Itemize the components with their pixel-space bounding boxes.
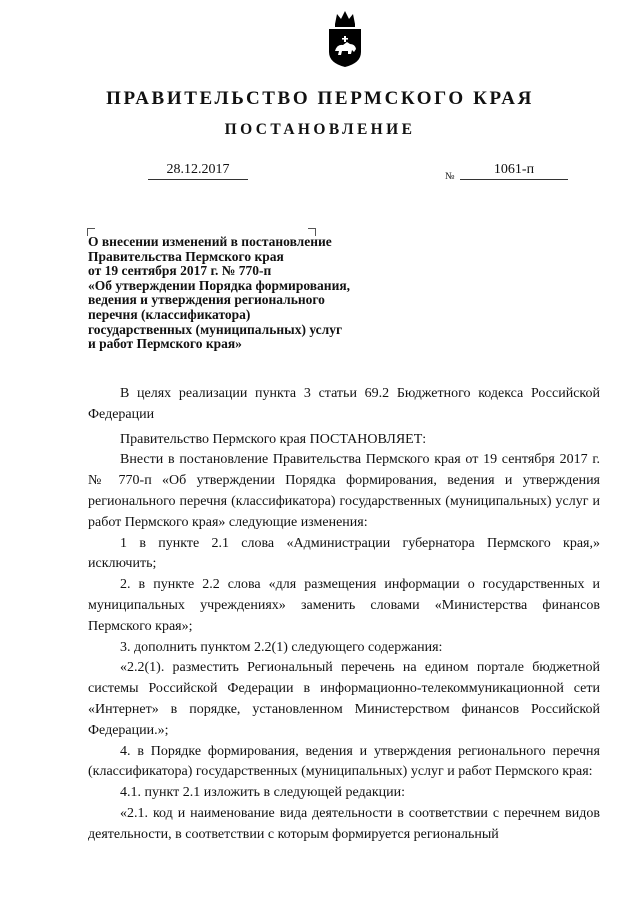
document-type: ПОСТАНОВЛЕНИЕ	[224, 121, 416, 138]
document-body	[88, 384, 600, 846]
body-paragraph: «2.2(1). разместить Региональный перечень на едином портале бюджетной системы Российской Федерации в информационно-телекоммуникационной сети «Интернет» в порядке, установленном Министерством финансов Российской Федерации.»;	[88, 660, 600, 738]
body-paragraph: 4. в Порядке формирования, ведения и утверждения регионального перечня (классификатора) государственных (муниципальных) услуг и работ Пермского края:	[88, 743, 600, 780]
subject-line: Правительства Пермского края	[88, 248, 284, 264]
subject-line: «Об утверждении Порядка формирования,	[88, 277, 351, 293]
body-paragraph: Правительство Пермского края ПОСТАНОВЛЯЕТ:	[120, 431, 427, 447]
coat-of-arms-icon	[325, 8, 365, 68]
body-paragraph: В целях реализации пункта 3 статьи 69.2 Бюджетного кодекса Российской Федерации	[88, 386, 600, 422]
body-paragraph: 4.1. пункт 2.1 изложить в следующей редакции:	[120, 785, 405, 801]
subject-line: государственных (муниципальных) услуг	[88, 321, 343, 337]
document-date: 28.12.2017	[148, 162, 248, 180]
document-subject	[88, 235, 388, 352]
subject-line: от 19 сентября 2017 г. № 770-п	[88, 263, 272, 279]
subject-line: ведения и утверждения регионального	[88, 292, 325, 308]
subject-line: и работ Пермского края»	[88, 336, 242, 352]
body-paragraph: 2. в пункте 2.2 слова «для размещения информации о государственных и муниципальных учреждениях» заменить словами «Министерства финансов Пермского края»;	[88, 577, 600, 634]
body-paragraph: 3. дополнить пунктом 2.2(1) следующего содержания:	[120, 639, 443, 655]
body-paragraph: 1 в пункте 2.1 слова «Администрации губернатора Пермского края,» исключить;	[88, 535, 600, 572]
subject-line: О внесении изменений в постановление	[88, 234, 332, 249]
subject-line: перечня (классификатора)	[88, 306, 251, 322]
number-sign: №	[445, 171, 455, 182]
document-number: 1061-п	[460, 162, 568, 180]
body-paragraph: «2.1. код и наименование вида деятельности в соответствии с перечнем видов деятельности, в соответствии с которым формируется региональный	[88, 805, 600, 842]
body-paragraph: Внести в постановление Правительства Пермского края от 19 сентября 2017 г. № 770-п «Об утверждении Порядка формирования, ведения и утверждения регионального перечня (классификатора) государственных (муниципальных) услуг и работ Пермского края» следующие изменения:	[88, 452, 600, 530]
government-title: ПРАВИТЕЛЬСТВО ПЕРМСКОГО КРАЯ	[106, 88, 534, 109]
